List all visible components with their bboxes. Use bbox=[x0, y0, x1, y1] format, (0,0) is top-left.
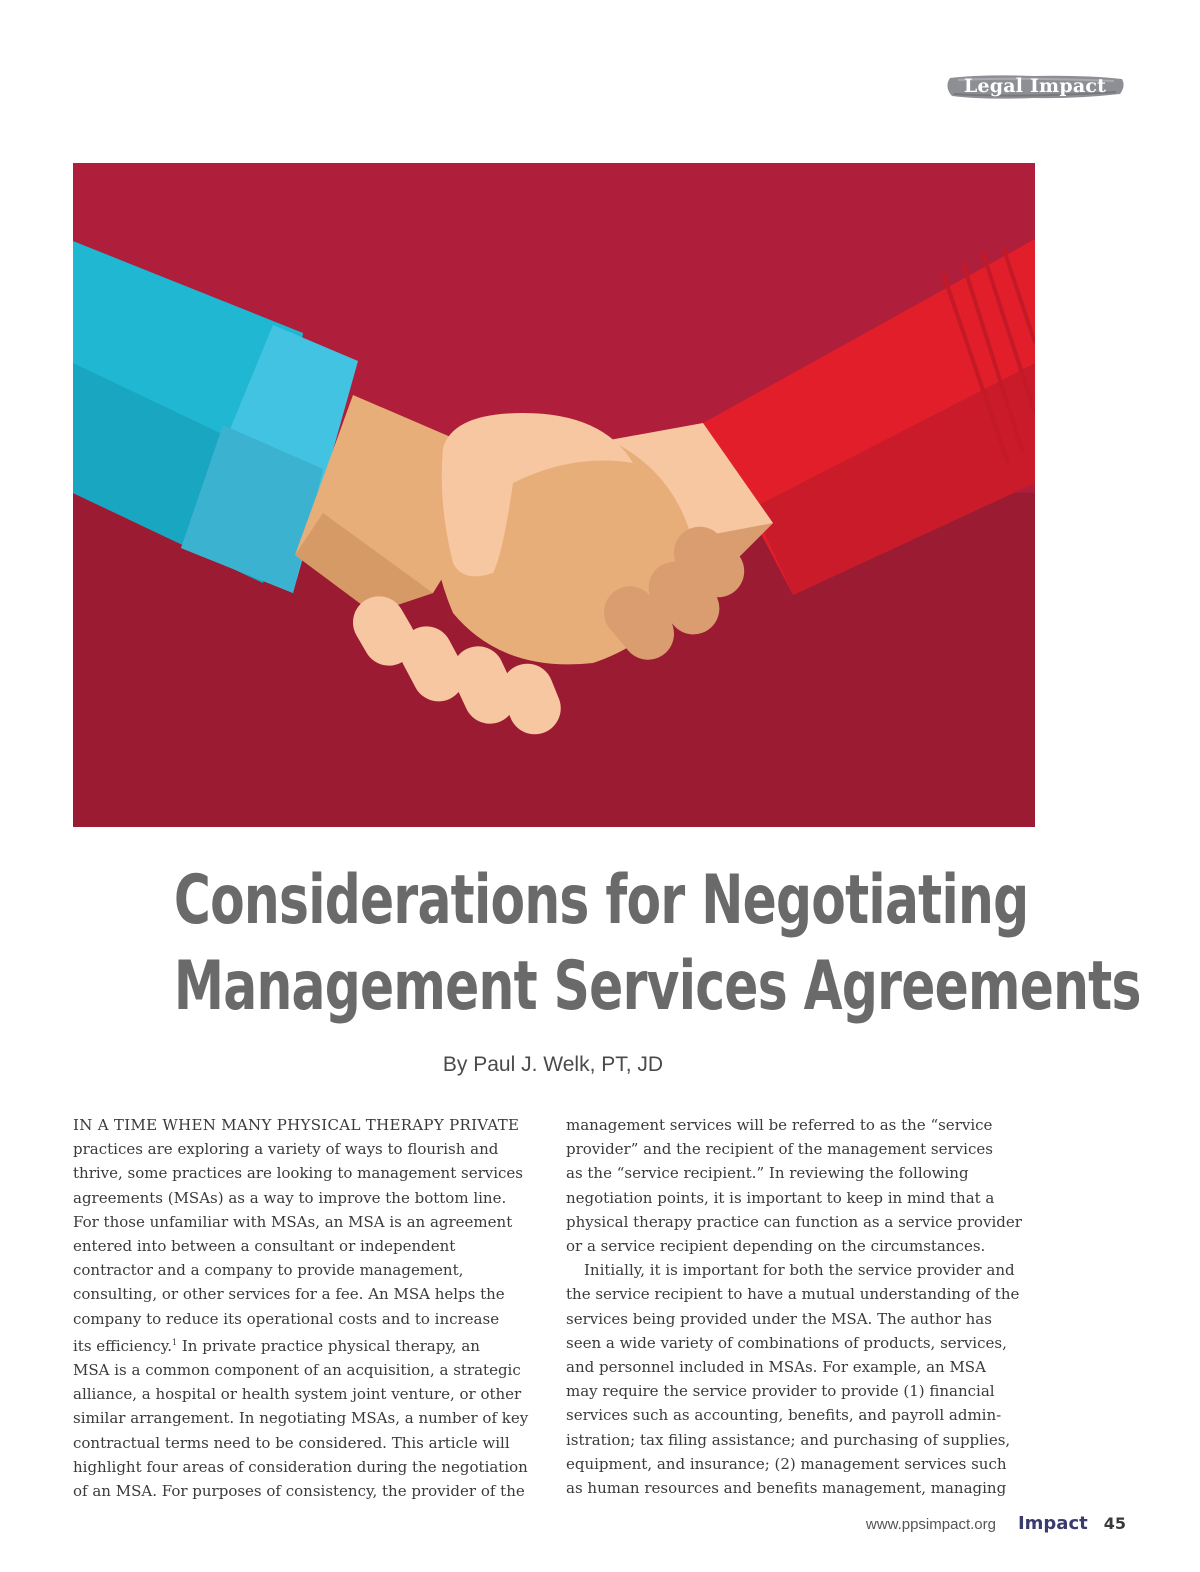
body-line: contractual terms need to be considered. This article will bbox=[73, 1433, 510, 1452]
magazine-name: Impact bbox=[1017, 1513, 1088, 1534]
article-title-line-1: Considerations for Negotiating bbox=[173, 861, 1029, 940]
article-column-left bbox=[73, 1113, 551, 1503]
body-line: equipment, and insurance; (2) management services such bbox=[566, 1454, 1007, 1473]
handshake-illustration-icon bbox=[73, 163, 1035, 827]
body-line: contractor and a company to provide management, bbox=[73, 1261, 464, 1280]
body-line: may require the service provider to provide (1) financial bbox=[566, 1382, 995, 1401]
body-line: as human resources and benefits management, managing bbox=[566, 1479, 1007, 1498]
section-tag-label: Legal Impact bbox=[963, 75, 1107, 97]
body-line: agreements (MSAs) as a way to improve the bottom line. bbox=[73, 1188, 507, 1207]
body-line: alliance, a hospital or health system joint venture, or other bbox=[73, 1385, 522, 1404]
body-line: services being provided under the MSA. The author has bbox=[566, 1309, 992, 1328]
body-line: physical therapy practice can function as a service provider bbox=[566, 1212, 1022, 1231]
lead-in-text: IN A TIME WHEN MANY PHYSICAL THERAPY PRIVATE bbox=[73, 1116, 520, 1134]
article-title-line-2: Management Services Agreements bbox=[173, 947, 1141, 1026]
article-column-right bbox=[566, 1113, 1036, 1500]
body-line: seen a wide variety of combinations of products, services, bbox=[566, 1333, 1007, 1352]
body-line-with-footnote bbox=[73, 1331, 551, 1358]
hero-image bbox=[73, 163, 1035, 827]
article-byline: By Paul J. Welk, PT, JD bbox=[442, 1053, 664, 1076]
body-line: negotiation points, it is important to keep in mind that a bbox=[566, 1188, 995, 1207]
body-line: istration; tax filing assistance; and purchasing of supplies, bbox=[566, 1430, 1011, 1449]
body-line: highlight four areas of consideration during the negotiation bbox=[73, 1457, 528, 1476]
page-footer bbox=[866, 1513, 1126, 1534]
body-line: For those unfamiliar with MSAs, an MSA is an agreement bbox=[73, 1212, 513, 1231]
page-number: 45 bbox=[1103, 1514, 1126, 1533]
body-text: its efficiency. bbox=[73, 1336, 173, 1355]
body-line: Initially, it is important for both the service provider and bbox=[584, 1261, 1015, 1280]
footnote-mark[interactable]: 1 bbox=[172, 1337, 178, 1347]
body-line: company to reduce its operational costs and to increase bbox=[73, 1309, 500, 1328]
body-line: provider” and the recipient of the management services bbox=[566, 1140, 993, 1159]
body-line: MSA is a common component of an acquisition, a strategic bbox=[73, 1361, 521, 1380]
body-line: the service recipient to have a mutual understanding of the bbox=[566, 1285, 1020, 1304]
body-line: as the “service recipient.” In reviewing the following bbox=[566, 1164, 969, 1183]
body-line: or a service recipient depending on the circumstances. bbox=[566, 1237, 986, 1256]
article-title bbox=[173, 858, 1141, 1030]
body-text: In private practice physical therapy, an bbox=[177, 1336, 480, 1355]
section-tag bbox=[944, 72, 1126, 102]
body-line: services such as accounting, benefits, and payroll admin- bbox=[566, 1406, 1002, 1425]
body-line: management services will be referred to as the “service bbox=[566, 1116, 993, 1134]
body-line: and personnel included in MSAs. For example, an MSA bbox=[566, 1358, 986, 1377]
body-line: similar arrangement. In negotiating MSAs, a number of key bbox=[73, 1409, 529, 1428]
body-line: consulting, or other services for a fee. An MSA helps the bbox=[73, 1285, 505, 1304]
footer-url-link[interactable]: www.ppsimpact.org bbox=[865, 1516, 996, 1533]
body-line: of an MSA. For purposes of consistency, the provider of the bbox=[73, 1482, 525, 1501]
body-line: thrive, some practices are looking to management services bbox=[73, 1164, 523, 1183]
body-line: practices are exploring a variety of ways to flourish and bbox=[73, 1140, 499, 1159]
body-line: entered into between a consultant or independent bbox=[73, 1237, 456, 1256]
